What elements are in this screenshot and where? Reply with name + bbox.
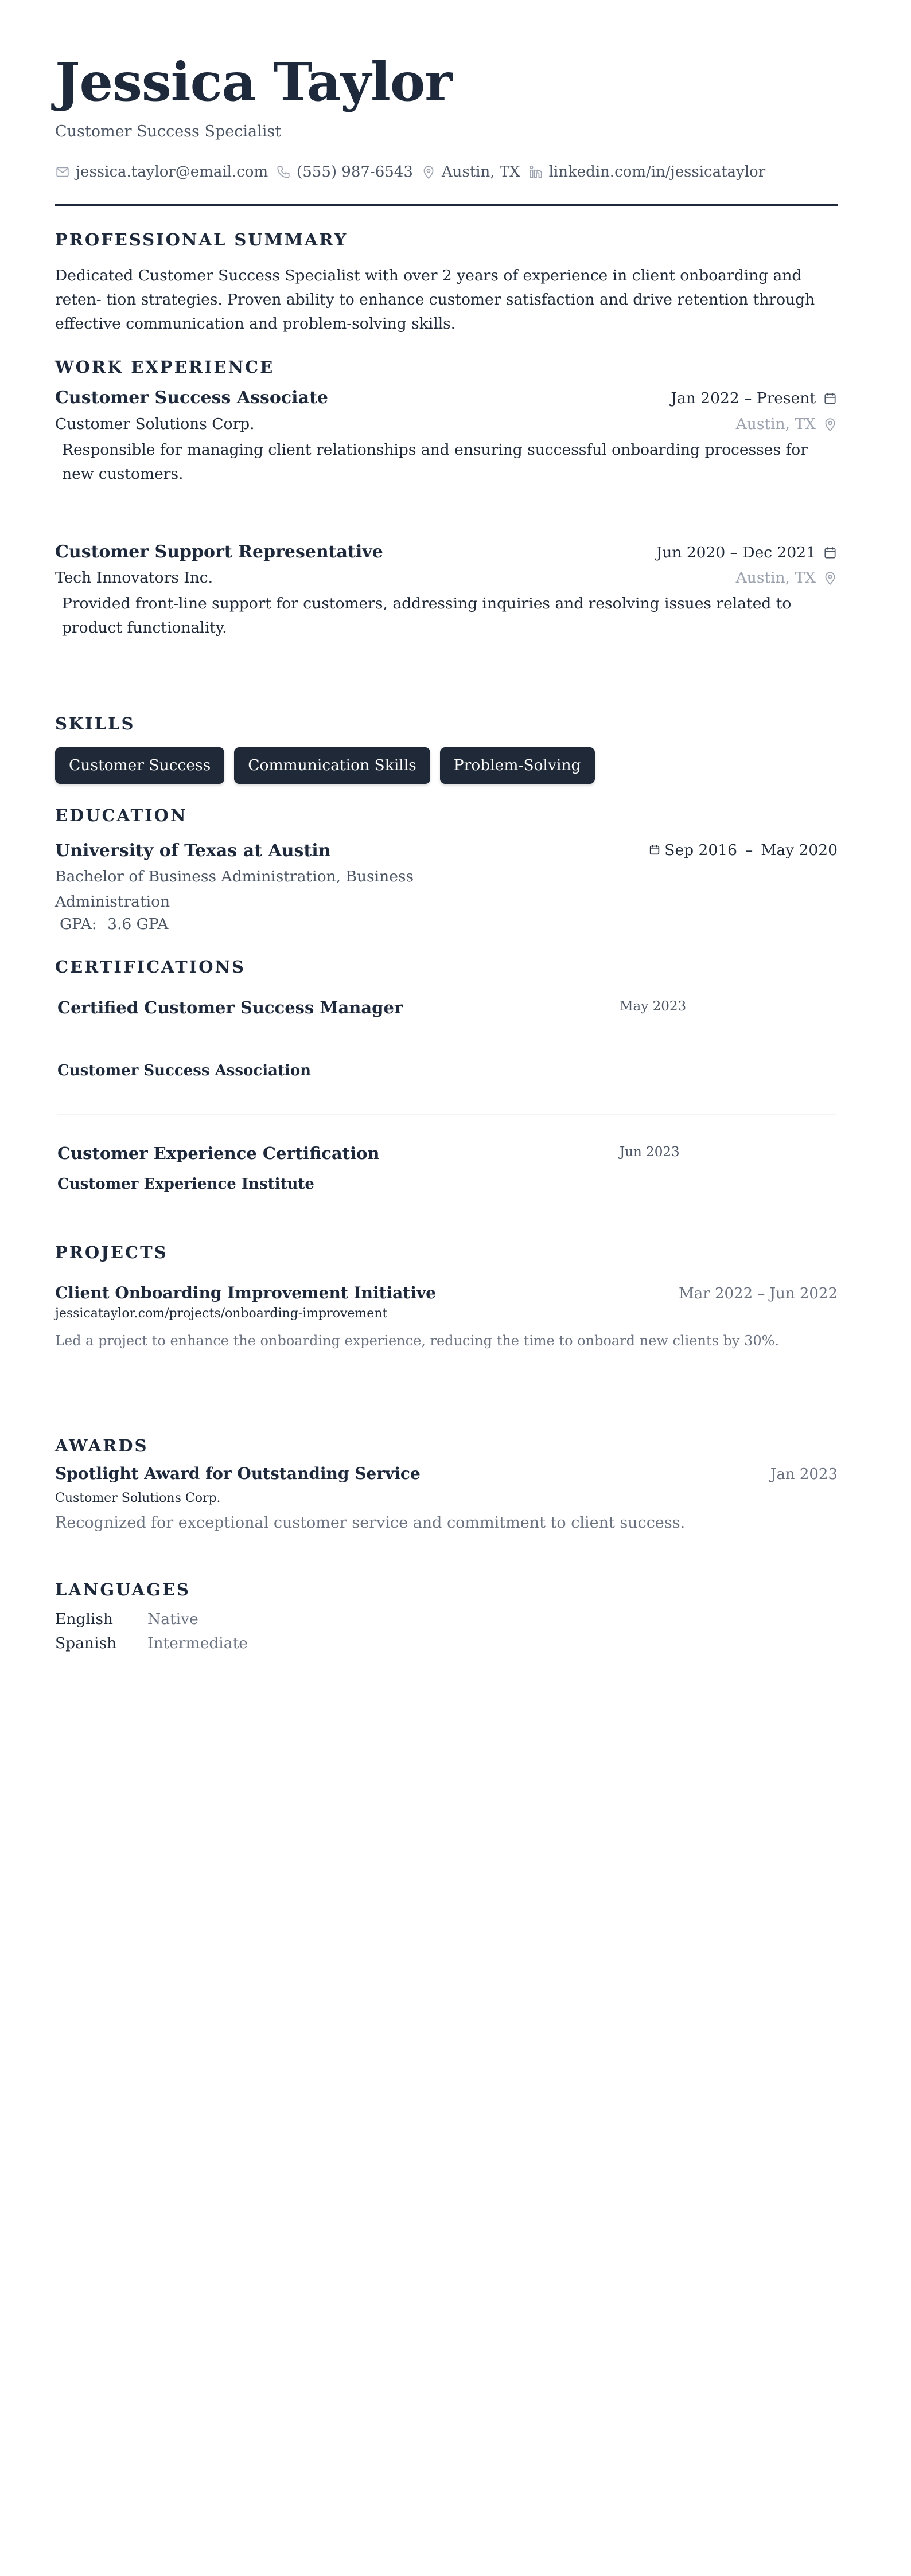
job-title: Customer Support Representative [55,542,383,562]
gpa-label: GPA: [60,915,97,933]
contact-bar [55,162,773,182]
language-name: English [55,1610,113,1628]
contact-location [421,162,520,182]
email-text: jessica.taylor@email.com [76,163,268,181]
gpa-value: 3.6 GPA [107,915,169,933]
project-description: Led a project to enhance the onboarding experience, reducing the time to onboard new clients by 30%. [55,1333,780,1349]
skill-chip: Problem-Solving [440,747,595,784]
job-location: Austin, TX [736,569,838,587]
mail-icon [55,165,70,179]
skill-chip: Customer Success [55,747,224,784]
education-dates: Sep 2016 – May 2020 [648,841,838,859]
job-description: Responsible for managing client relationships and ensuring successful onboarding processes for new customers. [62,441,808,483]
job-dates: Jun 2020 – Dec 2021 [656,544,838,561]
map-pin-icon [823,417,838,432]
section-title-awards: AWARDS [55,1436,149,1455]
job-title: Customer Success Associate [55,388,328,408]
calendar-icon [823,391,838,406]
calendar-icon [648,844,661,856]
company-name: Customer Solutions Corp. [55,415,255,433]
award-description: Recognized for exceptional customer service and commitment to client success. [55,1514,686,1532]
degree-text: Bachelor of Business Administration, Business Administration [55,868,414,911]
section-title-education: EDUCATION [55,806,188,825]
education-item [55,841,838,861]
skills-list [55,747,595,784]
map-pin-icon [823,571,838,586]
job-description: Provided front-line support for customers, addressing inquiries and resolving issues related to product functionality. [62,595,792,637]
phone-text: (555) 987-6543 [297,163,413,181]
institution-name: University of Texas at Austin [55,841,331,861]
certification-divider [57,1114,836,1115]
cert-issuer: Customer Experience Institute [57,1176,314,1193]
project-title: Client Onboarding Improvement Initiative [55,1283,436,1302]
section-title-projects: PROJECTS [55,1243,168,1262]
linkedin-icon [528,165,543,179]
cert-issuer: Customer Success Association [57,1062,312,1079]
location-text: Austin, TX [441,163,520,181]
candidate-title: Customer Success Specialist [55,123,282,140]
project-dates: Mar 2022 – Jun 2022 [679,1285,838,1302]
summary-text: Dedicated Customer Success Specialist with over 2 years of experience in client onboarding and reten- tion strategies. Proven ability to enhance customer satisfaction and drive retention through effective communication and problem-solving skills. [55,267,815,333]
award-item [55,1464,838,1483]
project-link[interactable]: jessicataylor.com/projects/onboarding-improvement [55,1306,388,1321]
job-location: Austin, TX [736,415,838,433]
award-date: Jan 2023 [770,1466,838,1483]
contact-linkedin[interactable] [528,162,765,182]
section-title-skills: SKILLS [55,714,135,733]
section-title-experience: WORK EXPERIENCE [55,357,275,377]
job-dates: Jan 2022 – Present [671,389,838,407]
award-title: Spotlight Award for Outstanding Service [55,1464,421,1483]
language-name: Spanish [55,1634,117,1652]
cert-date: May 2023 [620,999,687,1014]
contact-phone[interactable] [276,162,413,182]
company-name: Tech Innovators Inc. [55,569,213,587]
gpa [60,915,168,933]
map-pin-icon [421,165,436,179]
language-level: Intermediate [147,1634,248,1652]
skill-chip: Communication Skills [234,747,430,784]
section-title-certifications: CERTIFICATIONS [55,957,246,977]
header-divider [55,204,838,206]
phone-icon [276,165,291,179]
linkedin-text: linkedin.com/in/jessicataylor [548,163,766,181]
cert-title: Certified Customer Success Manager [57,998,403,1017]
section-title-summary: PROFESSIONAL SUMMARY [55,230,348,249]
cert-title: Customer Experience Certification [57,1143,380,1163]
contact-email[interactable] [55,162,268,182]
section-title-languages: LANGUAGES [55,1580,190,1599]
calendar-icon [823,545,838,560]
candidate-name: Jessica Taylor [55,51,452,113]
language-level: Native [147,1610,198,1628]
cert-date: Jun 2023 [620,1145,680,1160]
award-issuer: Customer Solutions Corp. [55,1491,221,1505]
project-item [55,1283,838,1302]
